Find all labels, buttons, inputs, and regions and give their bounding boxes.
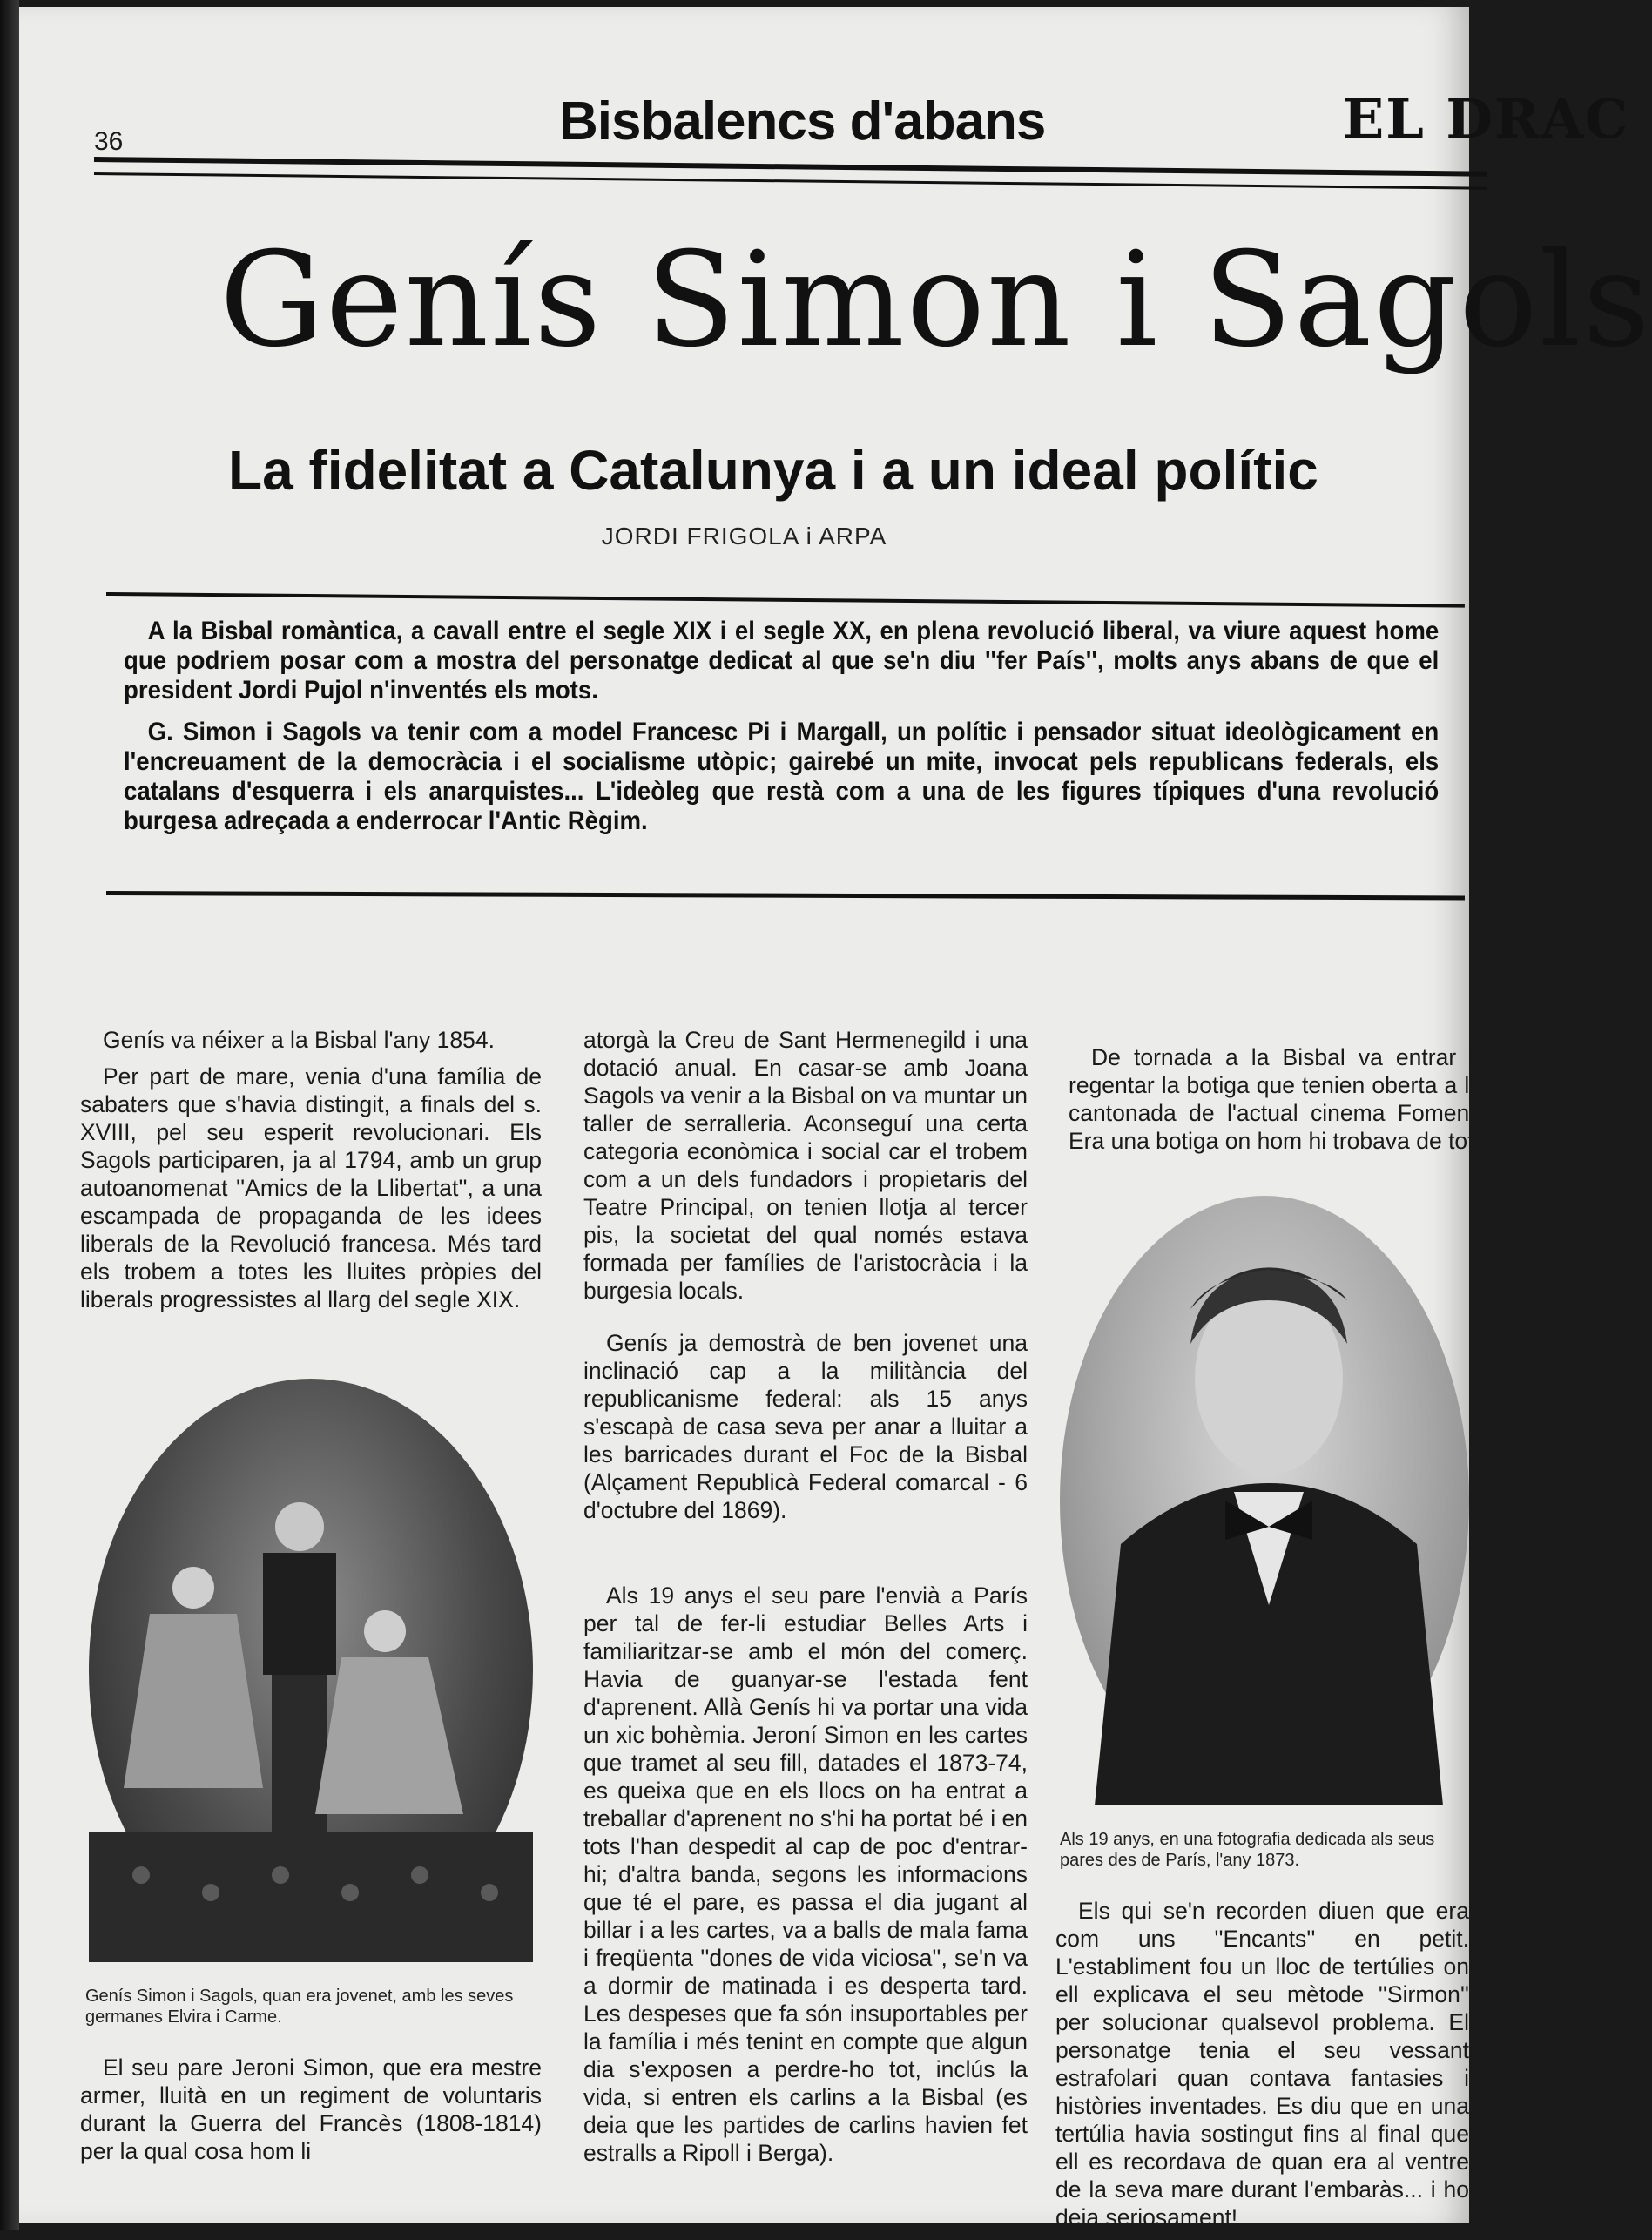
article-subtitle: La fidelitat a Catalunya i a un ideal polític <box>228 439 1318 502</box>
section-title: Bisbalencs d'abans <box>559 91 1046 152</box>
paragraph: Els qui se'n recorden diuen que era com uns ''Encants'' en petit. L'establiment fou un lloc de tertúlies on ell explicava el seu mètode ''Sirmon'' per solucionar qualsevol problema. El personatge tenia el seu vessant estrafolari quan contava fantasies i històries inventades. Es diu que en una tertúlia havia sostingut fins al final que ell es recordava de quan era al ventre de la seva mare durant l'embaràs... i ho deia seriosament!. <box>1055 1898 1469 2230</box>
intro-rule-bottom <box>106 891 1465 900</box>
header-rule <box>94 157 1487 177</box>
photo-children-illustration <box>89 1379 533 1962</box>
photo-portrait-caption: Als 19 anys, en una fotografia dedicada als seus pares des de París, l'any 1873. <box>1060 1830 1435 1870</box>
header-rule-thin <box>94 172 1487 190</box>
photo-children-caption: Genís Simon i Sagols, quan era jovenet, amb les seves germanes Elvira i Carme. <box>85 1987 514 2027</box>
column-2-continued <box>583 1582 1028 2176</box>
paragraph: Als 19 anys el seu pare l'envià a París per tal de fer-li estudiar Belles Arts i familiaritzar-se amb el món del comerç. Havia de guanyar-se l'estada fent d'aprenent. Allà Genís hi va portar una vida un xic bohèmia. Jeroní Simon en les cartes que tramet al seu fill, datades el 1873-74, es queixa que en els llocs on ha entrat a treballar d'aprenent no s'hi ha portat bé i en tots l'han despedit al cap de poc d'entrar-hi; d'altra banda, segons les informacions que té el pare, es passa el dia jugant al billar i a les cartes, va a balls de mala fama i freqüenta ''dones de vida viciosa'', se'n va a dormir de matinada i es desperta tard. Les despeses que fa són insuportables per la família i més tenint en compte que algun dia s'exposen a perdre-ho tot, inclús la vida, si entren els carlins a la Bisbal (es deia que les partides de carlins havien fet estralls a Ripoll i Berga). <box>583 1582 1028 2166</box>
column-3 <box>1069 1043 1482 1164</box>
intro-block <box>124 617 1447 848</box>
intro-paragraph: G. Simon i Sagols va tenir com a model Francesc Pi i Margall, un polític i pensador situat ideològicament en l'encreuament de la democràcia i el socialisme utòpic; gairebé un mite, invocat pels republicans federals, els catalans d'esquerra i els anarquistes... L'ideòleg que restà com a una de les figures típiques d'una revolució burgesa adreçada a enderrocar l'Antic Règim. <box>124 718 1440 835</box>
book-spine <box>0 0 19 2230</box>
column-2 <box>583 1026 1028 1533</box>
article-author: JORDI FRIGOLA i ARPA <box>601 523 887 550</box>
magazine-page <box>19 7 1652 2230</box>
paragraph: atorgà la Creu de Sant Hermenegild i una dotació anual. En casar-se amb Joana Sagols va venir a la Bisbal on va muntar un taller de serralleria. Aconseguí una certa categoria econòmica i social car el trobem com a un dels fundadors i propietaris del Teatre Principal, on tenien llotja al tercer pis, la societat del qual només estava formada per famílies de l'aristocràcia i la burgesia locals. <box>583 1027 1028 1304</box>
masthead-logo: EL DRAC <box>1343 87 1630 151</box>
paragraph: Genís ja demostrà de ben jovenet una inclinació cap a la militància del republicanisme federal: als 15 anys s'escapà de casa seva per anar a lluitar a les barricades durant el Foc de la Bisbal (Alçament Republicà Federal comarcal - 6 d'octubre del 1869). <box>583 1330 1028 1523</box>
photo-children <box>89 1379 533 1962</box>
paragraph: Genís va néixer a la Bisbal l'any 1854. <box>103 1027 495 1053</box>
photo-portrait <box>1060 1196 1469 1805</box>
photo-portrait-illustration <box>1060 1196 1469 1805</box>
column-1 <box>80 1026 542 1322</box>
intro-paragraph: A la Bisbal romàntica, a cavall entre el segle XIX i el segle XX, en plena revolució liberal, va viure aquest home que podriem posar com a mostra del personatge dedicat al que se'n diu ''fer País'', molts anys abans de que el president Jordi Pujol n'inventés els mots. <box>124 617 1440 705</box>
article-title: Genís Simon i Sagols <box>219 225 1652 376</box>
column-3-continued <box>1055 1897 1469 2240</box>
column-1-continued <box>80 2054 542 2174</box>
paragraph: El seu pare Jeroni Simon, que era mestre armer, lluità en un regiment de voluntaris durant la Guerra del Francès (1808-1814) per la qual cosa hom li <box>80 2054 542 2164</box>
paragraph: Per part de mare, venia d'una família de sabaters que s'havia distingit, a finals del s. XVIII, pel seu esperit revolucionari. Els Sagols participaren, ja al 1794, amb un grup autoanomenat ''Amics de la Llibertat'', a una escampada de propaganda de les idees liberals de la Revolució francesa. Més tard els trobem a totes les lluites pròpies del liberals progressistes al llarg del segle XIX. <box>80 1063 542 1312</box>
paragraph: De tornada a la Bisbal va entrar a regentar la botiga que tenien oberta a la cantonada de l'actual cinema Foment. Era una botiga on hom hi trobava de tot. <box>1069 1044 1482 1154</box>
page-number: 36 <box>94 127 124 156</box>
intro-rule-top <box>106 592 1465 608</box>
